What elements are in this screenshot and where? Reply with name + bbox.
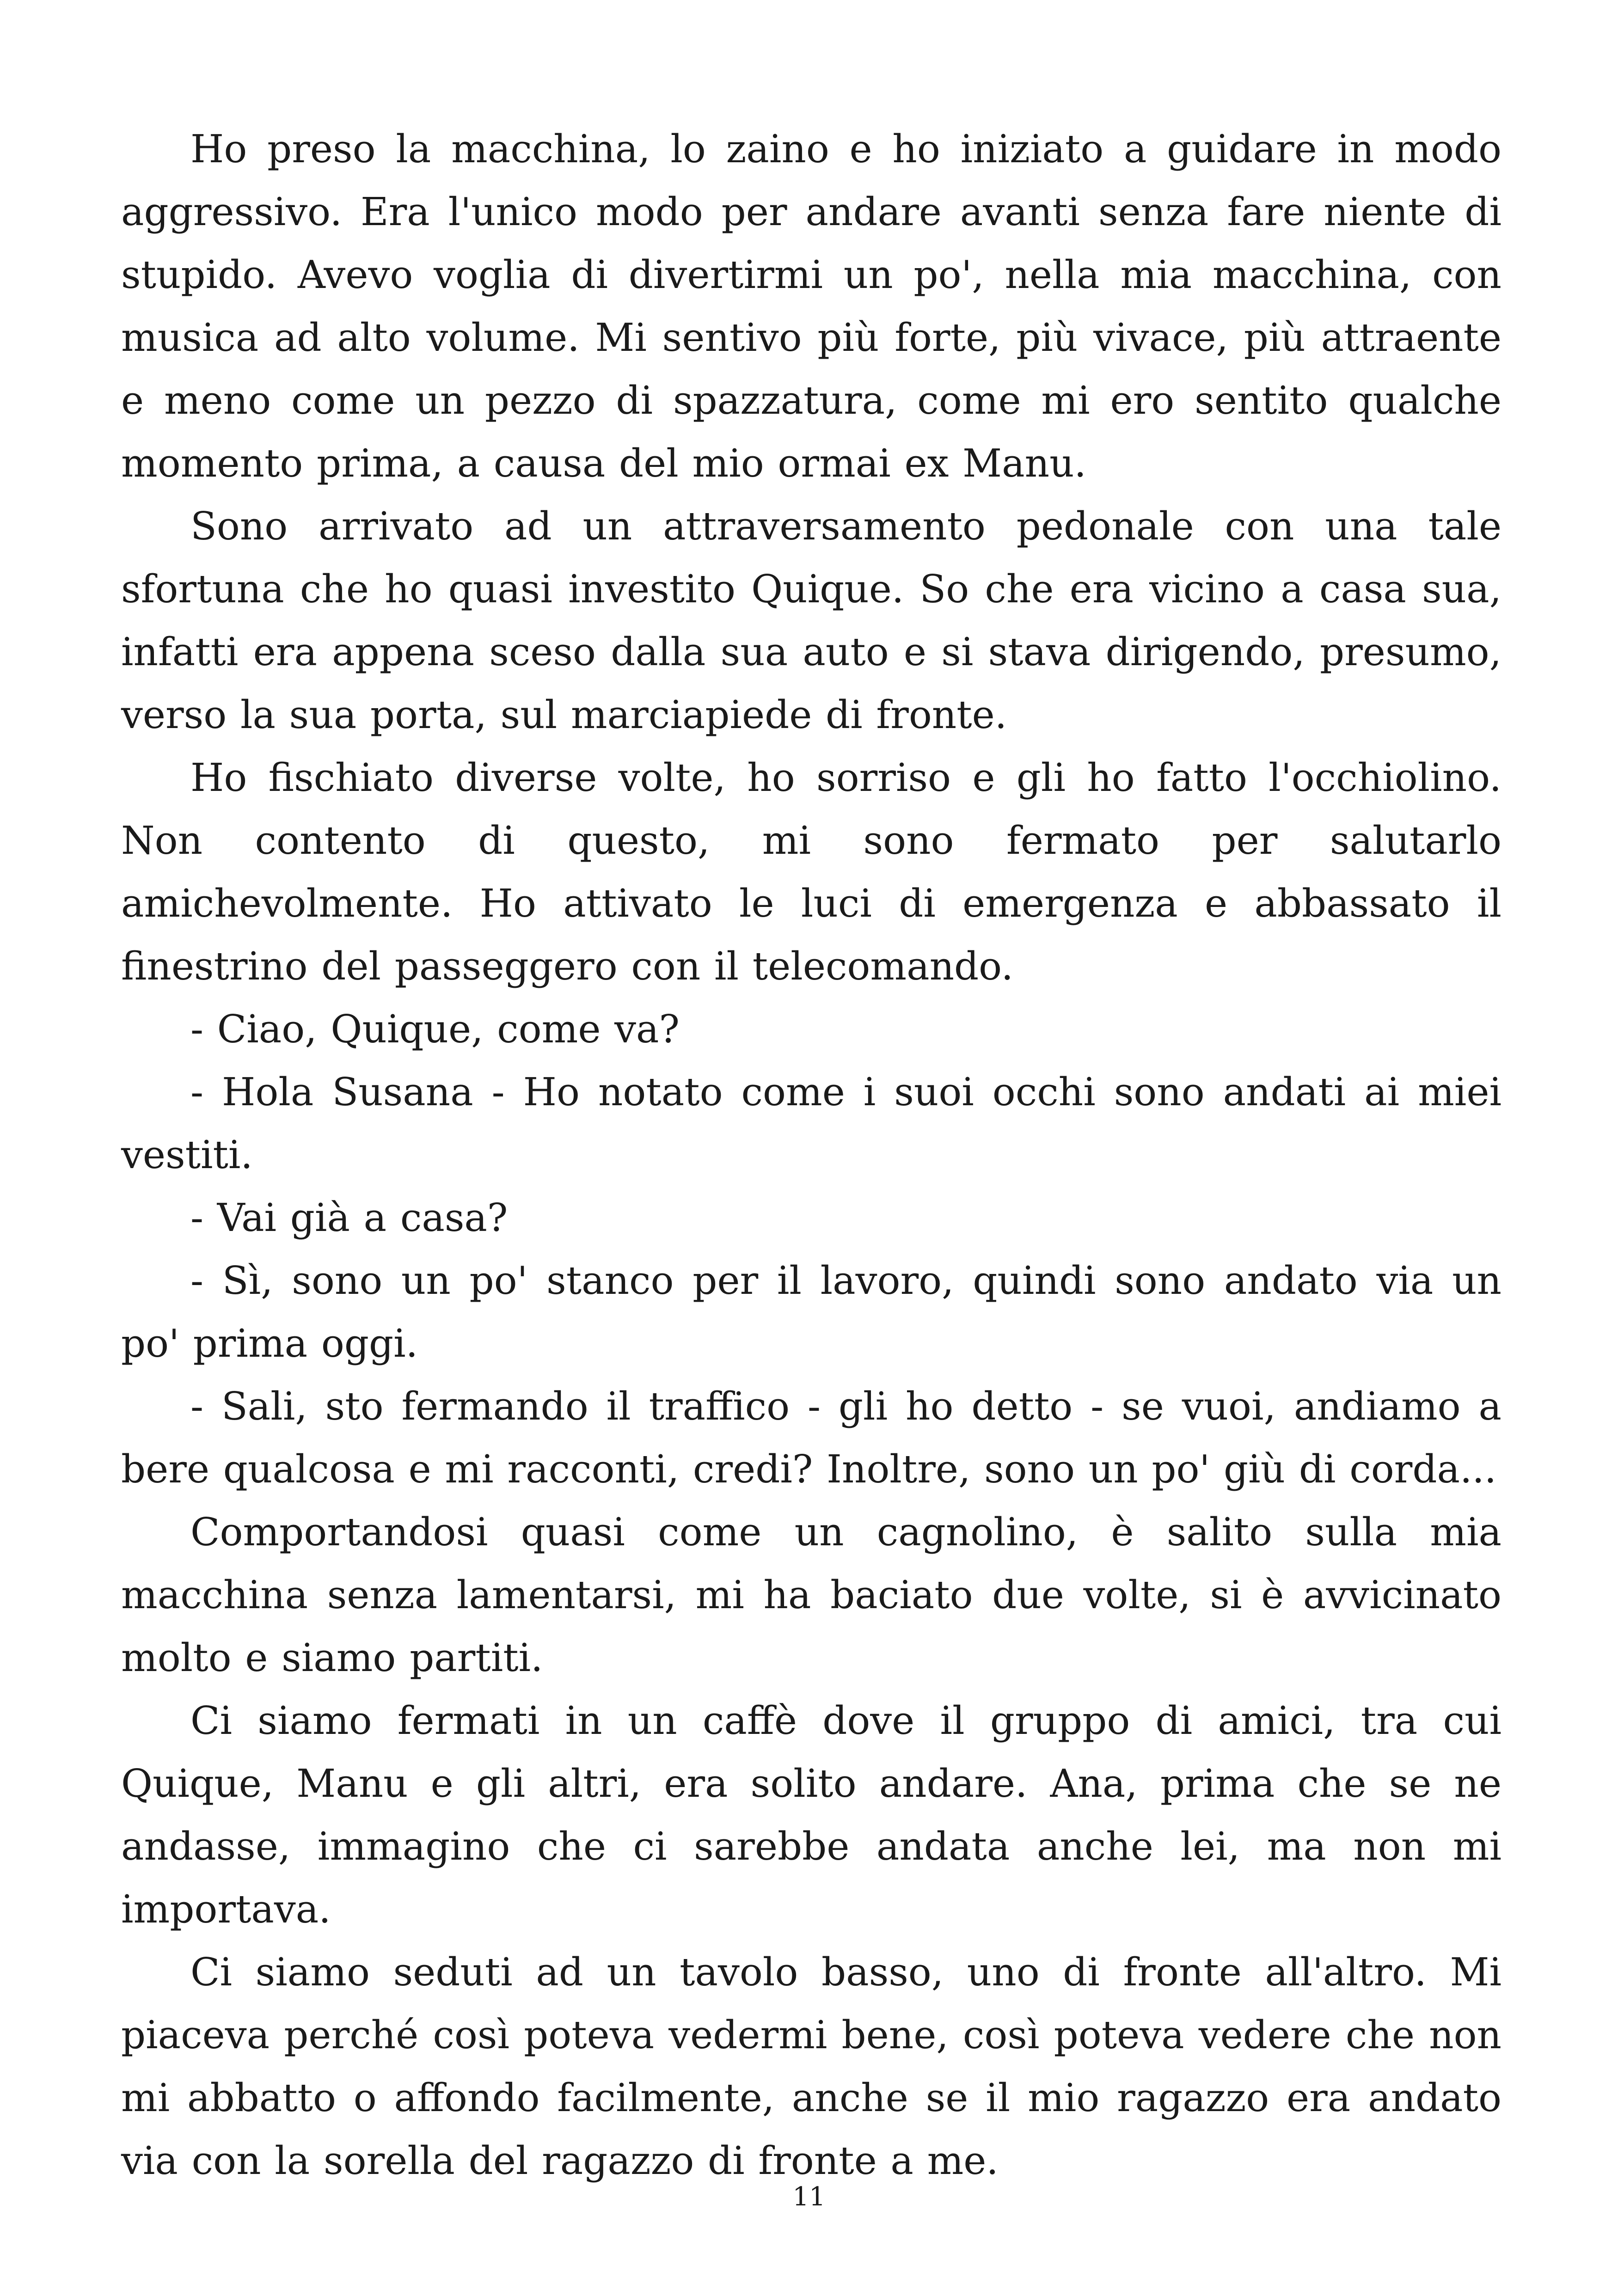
- paragraph: Sono arrivato ad un attraversamento pedonale con una tale sfortuna che ho quasi investito Quique. So che era vicino a casa sua, infatti era appena sceso dalla sua auto e si stava dirigendo, presumo, verso la sua porta, sul marciapiede di fronte.: [121, 504, 1502, 737]
- paragraph: Ci siamo seduti ad un tavolo basso, uno di fronte all'altro. Mi piaceva perché così poteva vedermi bene, così poteva vedere che non mi abbatto o affondo facilmente, anche se il mio ragazzo era andato via con la sorella del ragazzo di fronte a me.: [121, 1950, 1502, 2183]
- paragraph: Ci siamo fermati in un caffè dove il gruppo di amici, tra cui Quique, Manu e gli altri, era solito andare. Ana, prima che se ne andasse, immagino che ci sarebbe andata anche lei, ma non mi importava.: [121, 1698, 1502, 1932]
- dialogue-line: - Ciao, Quique, come va?: [190, 1007, 680, 1052]
- paragraph: Ho fischiato diverse volte, ho sorriso e gli ho fatto l'occhiolino. Non contento di questo, mi sono fermato per salutarlo amichevolmente. Ho attivato le luci di emergenza e abbassato il finestrino del passeggero con il telecomando.: [121, 755, 1502, 989]
- page-number: 11: [792, 2182, 826, 2212]
- body-text: [121, 118, 1502, 2192]
- dialogue-line: - Sì, sono un po' stanco per il lavoro, quindi sono andato via un po' prima oggi.: [121, 1258, 1502, 1366]
- dialogue-line: - Vai già a casa?: [190, 1195, 508, 1240]
- paragraph: Comportandosi quasi come un cagnolino, è salito sulla mia macchina senza lamentarsi, mi ha baciato due volte, si è avvicinato molto e siamo partiti.: [121, 1510, 1502, 1680]
- paragraph: Ho preso la macchina, lo zaino e ho iniziato a guidare in modo aggressivo. Era l'unico modo per andare avanti senza fare niente di stupido. Avevo voglia di divertirmi un po', nella mia macchina, con musica ad alto volume. Mi sentivo più forte, più vivace, più attraente e meno come un pezzo di spazzatura, come mi ero sentito qualche momento prima, a causa del mio ormai ex Manu.: [121, 127, 1502, 486]
- dialogue-line: - Sali, sto fermando il traffico - gli ho detto - se vuoi, andiamo a bere qualcosa e mi racconti, credi? Inoltre, sono un po' giù di corda...: [121, 1384, 1502, 1492]
- dialogue-line: - Hola Susana - Ho notato come i suoi occhi sono andati ai miei vestiti.: [121, 1070, 1502, 1177]
